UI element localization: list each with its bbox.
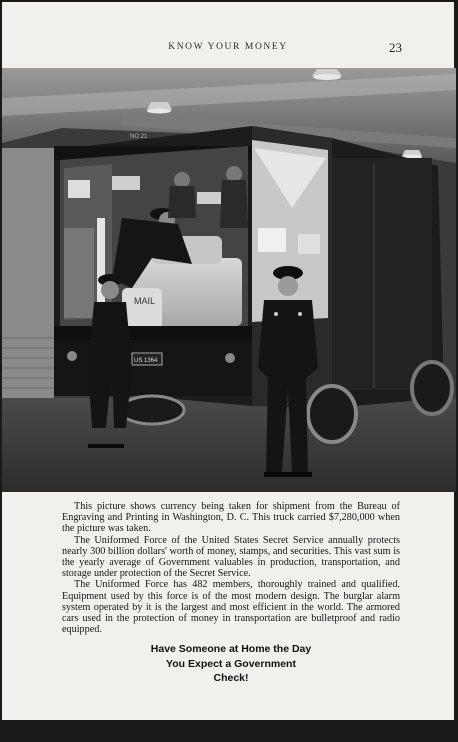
- truck-wheel: [412, 362, 452, 414]
- mail-sign: MAIL: [134, 296, 156, 306]
- truck-wheel: [308, 386, 356, 442]
- book-page: [2, 2, 454, 720]
- running-title: KNOW YOUR MONEY: [168, 42, 288, 52]
- garage-wall: [2, 148, 54, 398]
- callout-line: You Expect a Government: [166, 657, 296, 670]
- armored-truck-photo: [2, 68, 456, 492]
- photo-caption: [62, 501, 400, 635]
- caption-paragraph: The Uniformed Force of the United States Secret Service annually protects nearly 300 billion dollars' worth of money, stamps, and securities. This vast sum is the yearly average of Government valuables in production, transportation, and storage under protection of the Secret Service.: [62, 534, 400, 580]
- callout-line: Check!: [213, 672, 249, 684]
- ceiling-lamp: [312, 69, 342, 80]
- ceiling-lamp: [147, 102, 172, 114]
- truck-wheel: [120, 396, 184, 424]
- license-plate: US 1364: [134, 358, 158, 364]
- garage-floor: [2, 398, 456, 492]
- callout-heading: [62, 642, 400, 686]
- truck-number: NO 21: [130, 134, 148, 140]
- caption-paragraph: The Uniformed Force has 482 members, thoroughly trained and qualified. Equipment used by this force is of the most modern design. The burglar alarm system operated by it is the largest and most efficient in the world. The armored cars used in the protection of money in transportation are bulletproof and radio equipped.: [62, 579, 400, 636]
- caption-paragraph: This picture shows currency being taken for shipment from the Bureau of Engraving and Printing in Washington, D. C. This truck carried $7,280,000 when the picture was taken.: [62, 501, 400, 535]
- page-number: 23: [389, 40, 402, 55]
- callout-line: Have Someone at Home the Day: [150, 643, 312, 655]
